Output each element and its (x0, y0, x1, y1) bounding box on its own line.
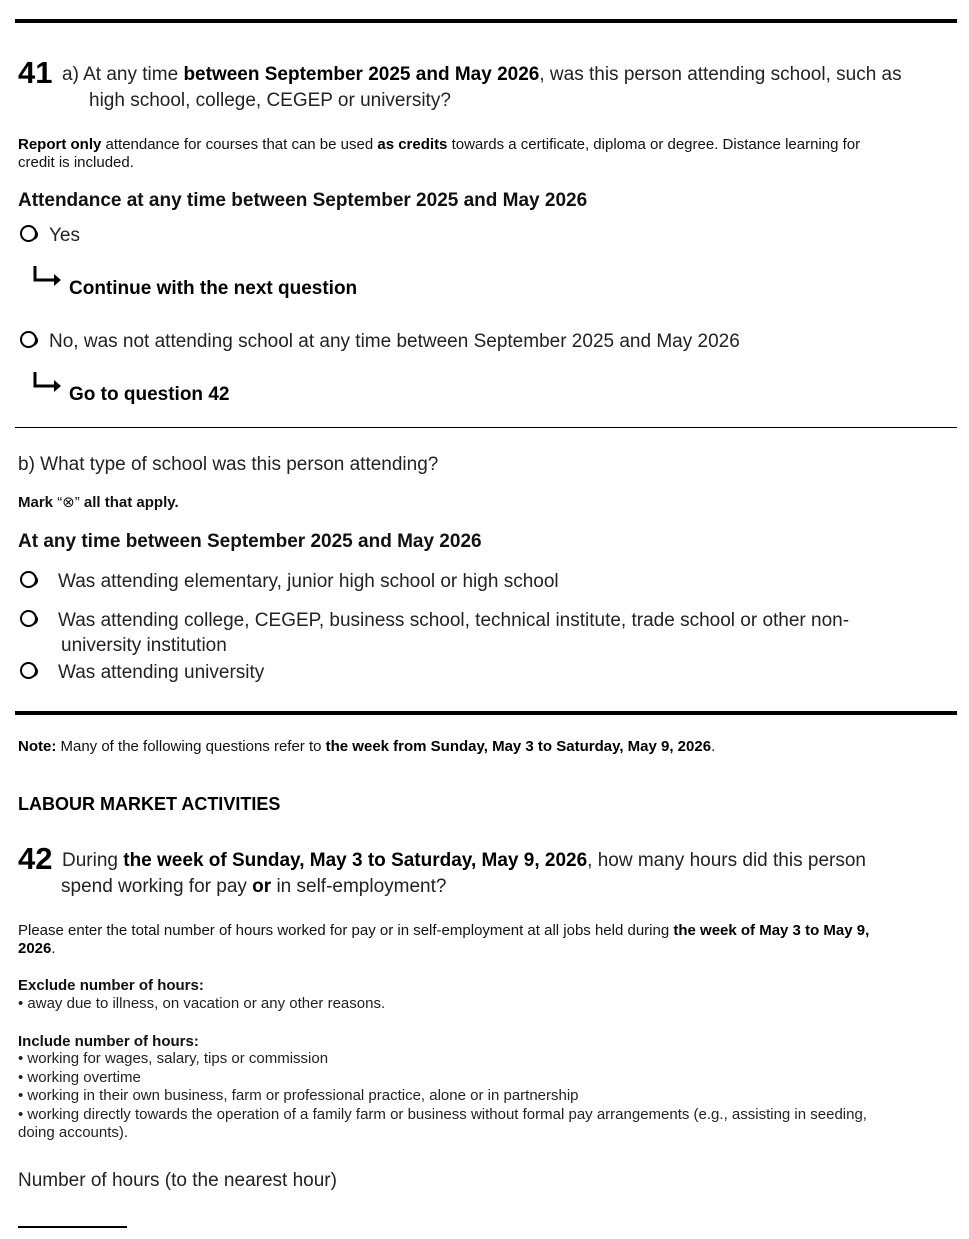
option-elementary-high-school[interactable] (20, 570, 920, 596)
week-note: Note: Many of the following questions refer to the week from Sunday, May 3 to Saturday, May 9, 2026. (18, 738, 716, 755)
hours-label: Number of hours (to the nearest hour) (18, 1170, 337, 1191)
option-college-cegep[interactable] (20, 609, 920, 661)
list-item: • away due to illness, on vacation or any other reasons. (18, 995, 386, 1012)
question-41-instruction: Report only attendance for courses that can be used as credits towards a certificate, diploma or degree. Distance learning for credit is included. (18, 136, 861, 171)
list-item: • working in their own business, farm or professional practice, alone or in partnership (18, 1087, 579, 1105)
option-yes[interactable] (20, 224, 420, 250)
mark-instruction: Mark “⊗” all that apply. (18, 494, 179, 511)
section-title: LABOUR MARKET ACTIVITIES (18, 794, 281, 814)
question-41a-text-line2: high school, college, CEGEP or university? (89, 90, 451, 111)
question-42-text: During the week of Sunday, May 3 to Saturday, May 9, 2026, how many hours did this person (62, 850, 866, 871)
option-university[interactable] (20, 661, 920, 687)
skip-arrow-icon (33, 266, 63, 292)
divider (15, 427, 957, 428)
option-label: Was attending elementary, junior high school or high school (58, 571, 559, 592)
option-label: Was attending university (58, 662, 265, 683)
hours-input[interactable] (18, 1200, 127, 1226)
checkbox-elementary-high-school[interactable] (20, 571, 37, 588)
school-type-heading: At any time between September 2025 and May 2026 (18, 531, 482, 552)
option-no-label: No, was not attending school at any time between September 2025 and May 2026 (49, 331, 740, 352)
option-label-line2: university institution (61, 635, 227, 656)
question-41a-text: a) At any time between September 2025 and May 2026, was this person attending school, such as (62, 64, 902, 85)
option-yes-label: Yes (49, 225, 80, 246)
attendance-heading: Attendance at any time between September 2025 and May 2026 (18, 190, 588, 211)
skip-arrow-icon (33, 372, 63, 398)
instruction-go-to-42: Go to question 42 (69, 384, 230, 405)
question-42-text-line2: spend working for pay or in self-employment? (61, 876, 447, 897)
question-number-41: 41 (18, 55, 53, 90)
option-label: Was attending college, CEGEP, business school, technical institute, trade school or other non- (58, 610, 850, 631)
top-divider (15, 19, 957, 23)
option-no[interactable] (20, 330, 820, 356)
include-list (18, 1050, 953, 1143)
exclude-list (18, 995, 953, 1014)
radio-yes[interactable] (20, 225, 37, 242)
hours-input-underline (18, 1226, 127, 1228)
list-item: • working overtime (18, 1068, 141, 1086)
instruction-continue: Continue with the next question (69, 278, 358, 299)
exclude-heading: Exclude number of hours: (18, 977, 204, 994)
question-41b-text: b) What type of school was this person attending? (18, 454, 439, 475)
checkbox-college-cegep[interactable] (20, 610, 37, 627)
checkbox-university[interactable] (20, 662, 37, 679)
question-number-42: 42 (18, 841, 53, 876)
list-item: • working directly towards the operation of a family farm or business without formal pay arrangements (e.g., assisting in seeding, (18, 1105, 867, 1123)
list-item: doing accounts). (18, 1124, 129, 1142)
include-heading: Include number of hours: (18, 1033, 199, 1050)
radio-no[interactable] (20, 331, 37, 348)
list-item: • working for wages, salary, tips or commission (18, 1050, 329, 1067)
section-divider (15, 711, 957, 715)
question-42-instruction: Please enter the total number of hours worked for pay or in self-employment at all jobs held during the week of May 3 to May 9, 2026. (18, 922, 870, 957)
